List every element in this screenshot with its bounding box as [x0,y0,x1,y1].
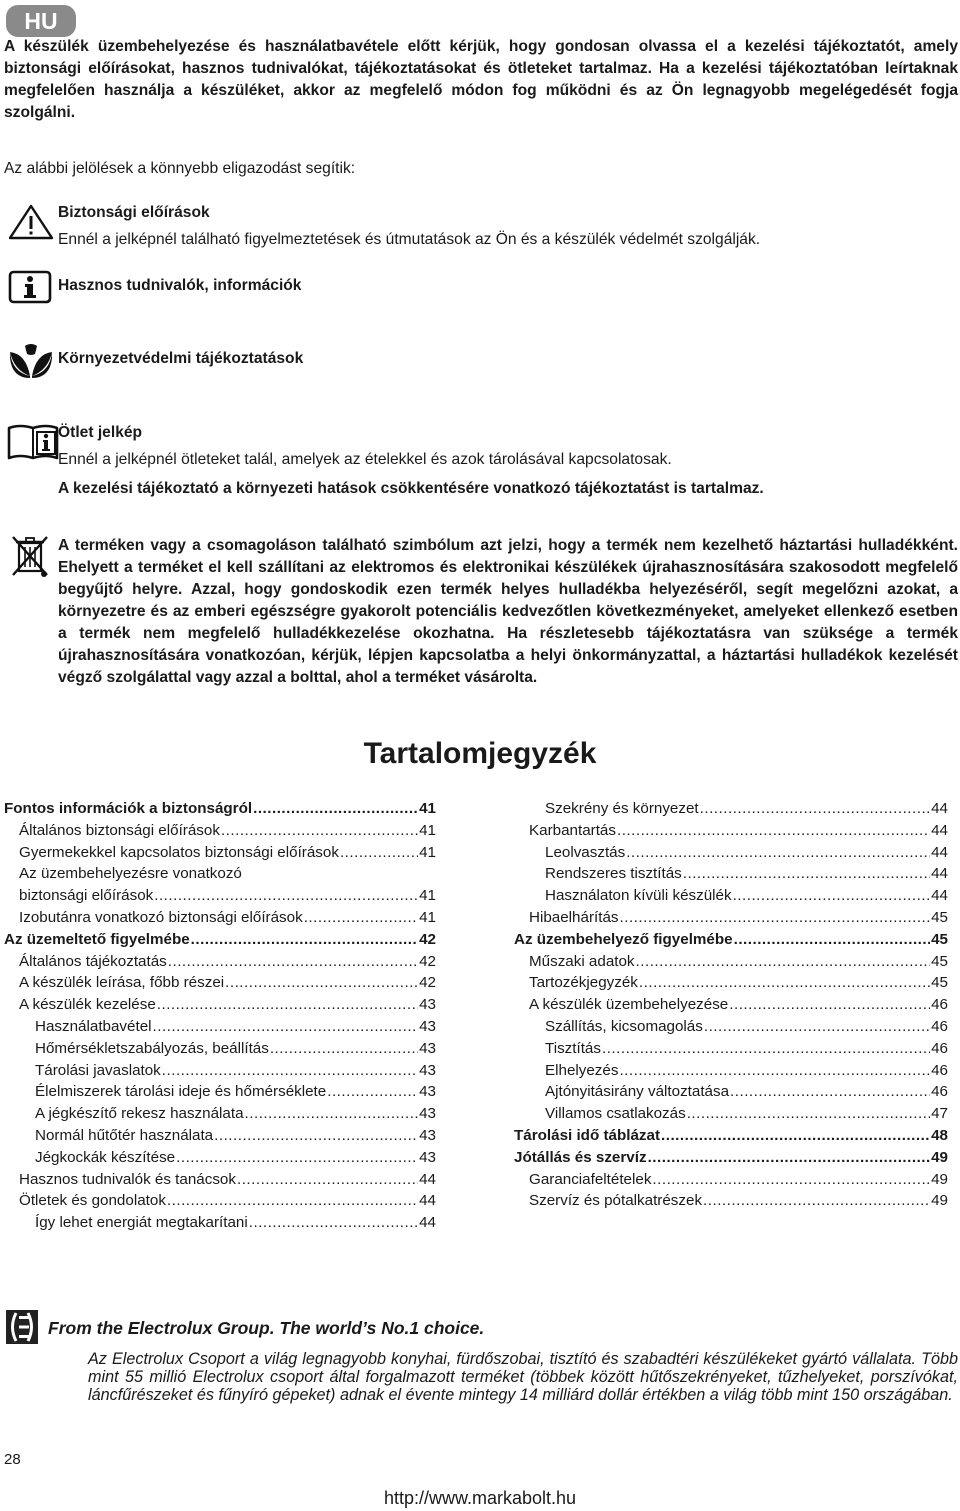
toc-entry[interactable] [514,1060,948,1082]
tip-note: A kezelési tájékoztató a környezeti hatások csökkentésére vonatkozó tájékoztatást is tartalmaz. [58,480,764,497]
toc-entry[interactable] [4,863,436,885]
toc-leader-dots [729,994,930,1016]
toc-leader-dots [270,1038,418,1060]
toc-entry[interactable] [4,1016,436,1038]
toc-leader-dots [162,1060,418,1082]
intro-paragraph: A készülék üzembehelyezése és használatbavétele előtt kérjük, hogy gondosan olvassa el a kezelési tájékoztatót, amely biztonsági előírásokat, hasznos tudnivalókat, tájékoztatásokat és ötleteket tartalmaz. Ha a kezelési tájékoztatóban leírtaknak megfelelően használja a készüléket, akkor az megfelelő módon fog működni és az Ön legnagyobb megelégedését fogja szolgálni. [4,38,958,121]
book-info-icon [6,422,60,462]
toc-leader-dots [602,1038,930,1060]
toc-entry-page: 43 [419,1148,436,1166]
safety-text: Ennél a jelképnél található figyelmeztetések és útmutatások az Ön és a készülék védelmét szolgálják. [58,231,761,248]
toc-entry[interactable] [4,1190,436,1212]
toc-entry[interactable] [514,1081,948,1103]
toc-entry-title: Ajtónyitásirány változtatása [545,1083,730,1101]
toc-entry-title: Rendszeres tisztítás [545,865,682,883]
info-icon [8,270,52,304]
toc-entry-title: Műszaki adatok [529,952,635,970]
toc-leader-dots [730,1081,930,1103]
page-number: 28 [4,1451,21,1468]
warning-triangle-icon [8,204,54,240]
toc-leader-dots [237,1169,418,1191]
toc-entry-page: 43 [419,1017,436,1035]
toc-entry[interactable] [4,1147,436,1169]
toc-entry-title: Tárolási javaslatok [35,1061,161,1079]
toc-leader-dots [733,885,931,907]
toc-leader-dots [734,929,930,951]
toc-entry-title: Tartozékjegyzék [529,974,638,992]
toc-entry-title: Jótállás és szervíz [514,1148,647,1166]
toc-leader-dots [648,1147,931,1169]
toc-entry-page: 47 [931,1105,948,1123]
toc-entry-page: 48 [931,1126,948,1144]
toc-leader-dots [700,798,930,820]
toc-entry-page: 45 [931,952,948,970]
toc-leader-dots [620,907,931,929]
toc-entry-page: 45 [931,908,948,926]
toc-entry-title: Jégkockák készítése [35,1148,176,1166]
toc-entry-page: 43 [419,1061,436,1079]
toc-entry-page: 46 [931,1017,948,1035]
toc-entry-page: 43 [419,1039,436,1057]
toc-title: Tartalomjegyzék [363,737,597,770]
toc-leader-dots [167,1190,418,1212]
toc-leader-dots [176,1147,418,1169]
toc-entry-title: A készülék üzembehelyezése [529,996,729,1014]
toc-entry[interactable] [4,907,436,929]
toc-entry[interactable] [4,885,436,907]
toc-entry-title: Az üzembehelyezésre vonatkozó [19,865,242,883]
toc-entry[interactable] [514,1038,948,1060]
toc-entry-title: Használatbavétel [35,1017,152,1035]
toc-leader-dots [340,842,418,864]
toc-entry-title: Izobutánra vonatkozó biztonsági előírások [19,908,303,926]
toc-entry-page: 44 [931,887,948,905]
toc-entry-page: 49 [931,1148,948,1166]
toc-leader-dots [214,1125,418,1147]
toc-entry-title: Általános tájékoztatás [19,952,167,970]
toc-entry[interactable] [514,798,948,820]
leaf-flower-icon [8,340,54,380]
toc-entry-title: Tisztítás [545,1039,601,1057]
toc-entry-page: 41 [419,821,436,839]
footer-url[interactable]: http://www.markabolt.hu [383,1488,577,1508]
toc-entry-page: 44 [419,1170,436,1188]
toc-entry-page: 43 [419,996,436,1014]
toc-entry-page: 42 [419,974,436,992]
toc-entry-title: biztonsági előírások [19,887,154,905]
toc-entry-page: 46 [931,1061,948,1079]
toc-entry-title: Elhelyezés [545,1061,619,1079]
toc-entry-page: 43 [419,1083,436,1101]
toc-entry-page: 42 [419,952,436,970]
toc-leader-dots [617,820,930,842]
toc-leader-dots [639,972,930,994]
toc-entry[interactable] [514,820,948,842]
toc-entry-title: Az üzembehelyező figyelmébe [514,930,733,948]
toc-entry-title: Karbantartás [529,821,616,839]
toc-entry-page: 41 [419,887,436,905]
toc-entry-page: 44 [931,800,948,817]
toc-entry[interactable] [4,1038,436,1060]
toc-leader-dots [304,907,418,929]
electrolux-logo-icon [6,1310,38,1344]
toc-leader-dots [703,1190,930,1212]
toc-entry[interactable] [4,798,436,820]
toc-entry[interactable] [4,1212,436,1234]
toc-entry-page: 44 [419,1214,436,1232]
toc-entry[interactable] [514,994,948,1016]
toc-entry[interactable] [514,842,948,864]
toc-entry-page: 46 [931,996,948,1014]
toc-leader-dots [168,951,418,973]
toc-leader-dots [157,994,418,1016]
toc-leader-dots [652,1169,930,1191]
toc-entry-title: Hasznos tudnivalók és tanácsok [19,1170,236,1188]
env-title: Környezetvédelmi tájékoztatások [58,350,304,367]
toc-entry[interactable] [514,929,948,951]
toc-entry-title: A jégkészítő rekesz használata [35,1105,244,1123]
toc-entry[interactable] [4,1081,436,1103]
toc-entry[interactable] [4,929,436,951]
toc-entry-title: Szervíz és pótalkatrészek [529,1192,703,1210]
toc-entry-title: Szekrény és környezet [545,800,699,817]
toc-entry[interactable] [4,1060,436,1082]
symbols-lead: Az alábbi jelölések a könnyebb eligazodást segítik: [4,160,356,177]
toc-entry-page: 42 [419,930,436,948]
toc-leader-dots [245,1103,419,1125]
toc-entry[interactable] [514,1190,948,1212]
toc-entry[interactable] [4,1125,436,1147]
toc-entry-page: 43 [419,1126,436,1144]
toc-entry-title: Általános biztonsági előírások [19,821,220,839]
toc-right-column [514,798,948,1212]
toc-leader-dots [225,972,418,994]
toc-leader-dots [253,798,418,820]
toc-entry-page: 43 [419,1105,436,1123]
toc-leader-dots [619,1060,930,1082]
toc-entry-title: Villamos csatlakozás [545,1105,686,1123]
toc-entry-page: 44 [419,1192,436,1210]
toc-entry-title: Használaton kívüli készülék [545,887,732,905]
toc-entry-page: 44 [931,843,948,861]
toc-leader-dots [221,820,418,842]
toc-leader-dots [683,863,930,885]
toc-entry-page: 45 [931,930,948,948]
toc-entry-page: 41 [419,800,436,817]
toc-entry[interactable] [4,994,436,1016]
toc-entry-title: Hőmérsékletszabályozás, beállítás [35,1039,269,1057]
toc-entry-title: Tárolási idő táblázat [514,1126,661,1144]
electrolux-body: Az Electrolux Csoport a világ legnagyobb konyhai, fürdőszobai, tisztító és szabadtéri készülékeket gyártó vállalata. Több mint 55 millió Electrolux csoport által forgalmazott terméket (többek között hűtőszekrényeket, tűzhelyeket, porszívókat, láncfűrészeket és fűnyíró gépeket) adnak el évente mintegy 14 milliárd dollár értékben a világ több mint 150 országában. [88,1350,958,1404]
toc-entry[interactable] [4,951,436,973]
toc-entry[interactable] [514,1147,948,1169]
toc-entry-page: 44 [931,821,948,839]
toc-entry-title: A készülék kezelése [19,996,156,1014]
toc-entry[interactable] [4,972,436,994]
toc-leader-dots [191,929,418,951]
info-title: Hasznos tudnivalók, információk [58,277,302,294]
toc-entry-page: 41 [419,908,436,926]
toc-entry[interactable] [514,885,948,907]
toc-entry[interactable] [514,1103,948,1125]
electrolux-headline: From the Electrolux Group. The world’s No.1 choice. [48,1318,485,1338]
toc-entry[interactable] [514,1169,948,1191]
tip-title: Ötlet jelkép [58,424,143,441]
toc-leader-dots [687,1103,930,1125]
safety-title: Biztonsági előírások [58,204,210,221]
toc-entry-title: Az üzemeltető figyelmébe [4,930,190,948]
toc-entry[interactable] [4,842,436,864]
toc-entry-title: Leolvasztás [545,843,626,861]
toc-entry-page: 46 [931,1039,948,1057]
toc-entry[interactable] [514,951,948,973]
toc-entry[interactable] [514,907,948,929]
toc-entry-title: Élelmiszerek tárolási ideje és hőmérséklete [35,1083,327,1101]
toc-leader-dots [636,951,931,973]
toc-entry-page: 44 [931,865,948,883]
toc-entry-page: 49 [931,1170,948,1188]
toc-leader-dots [153,1016,419,1038]
language-badge: HU [6,5,76,37]
toc-leader-dots [327,1081,418,1103]
toc-leader-dots [704,1016,930,1038]
toc-entry-page: 41 [419,843,436,861]
toc-entry-title: Hibaelhárítás [529,908,619,926]
crossed-bin-icon [10,533,50,579]
toc-entry[interactable] [514,972,948,994]
recycle-paragraph: A terméken vagy a csomagoláson található szimbólum azt jelzi, hogy a termék nem kezelhető háztartási hulladékként. Ehelyett a terméket el kell szállítani az elektromos és elektronikai készülékek újrahasznosítására szakosodott megfelelő begyűjtő helyre. Azzal, hogy gondoskodik ezen termék helyes hulladékba helyezéséről, segít megelőzni azokat, a környezetre és az emberi egészségre gyakorolt potenciális kedvezőtlen következményeket, amelyeket ellenkező esetben a termék nem megfelelő hulladékkezelése okozhatna. Ha részletesebb tájékoztatásra van szüksége a termék újrahasznosítására vonatkozóan, kérjük, lépjen kapcsolatba a helyi önkormányzattal, a háztartási hulladékok kezelését végző szolgálattal vagy azzal a bolttal, ahol a terméket vásárolta. [58,537,958,686]
toc-entry-title: Szállítás, kicsomagolás [545,1017,703,1035]
toc-leader-dots [626,842,930,864]
tip-text: Ennél a jelképnél ötleteket talál, amelyek az ételekkel és azok tárolásával kapcsolatosak. [58,451,672,468]
toc-entry[interactable] [4,820,436,842]
toc-entry-title: Garanciafeltételek [529,1170,652,1188]
toc-entry[interactable] [4,1103,436,1125]
toc-entry[interactable] [514,863,948,885]
toc-entry-title: Így lehet energiát megtakarítani [35,1214,248,1232]
toc-entry-page: 45 [931,974,948,992]
toc-entry-title: A készülék leírása, főbb részei [19,974,225,992]
toc-entry-title: Fontos információk a biztonságról [4,800,253,817]
toc-leader-dots [249,1212,418,1234]
toc-entry-title: Normál hűtőtér használata [35,1126,214,1144]
toc-leader-dots [154,885,418,907]
toc-entry-page: 49 [931,1192,948,1210]
toc-entry-title: Ötletek és gondolatok [19,1192,166,1210]
toc-entry[interactable] [514,1016,948,1038]
toc-entry[interactable] [4,1169,436,1191]
toc-leader-dots [661,1125,930,1147]
toc-entry[interactable] [514,1125,948,1147]
toc-left-column [4,798,436,1234]
toc-entry-title: Gyermekekkel kapcsolatos biztonsági előírások [19,843,339,861]
toc-entry-page: 46 [931,1083,948,1101]
